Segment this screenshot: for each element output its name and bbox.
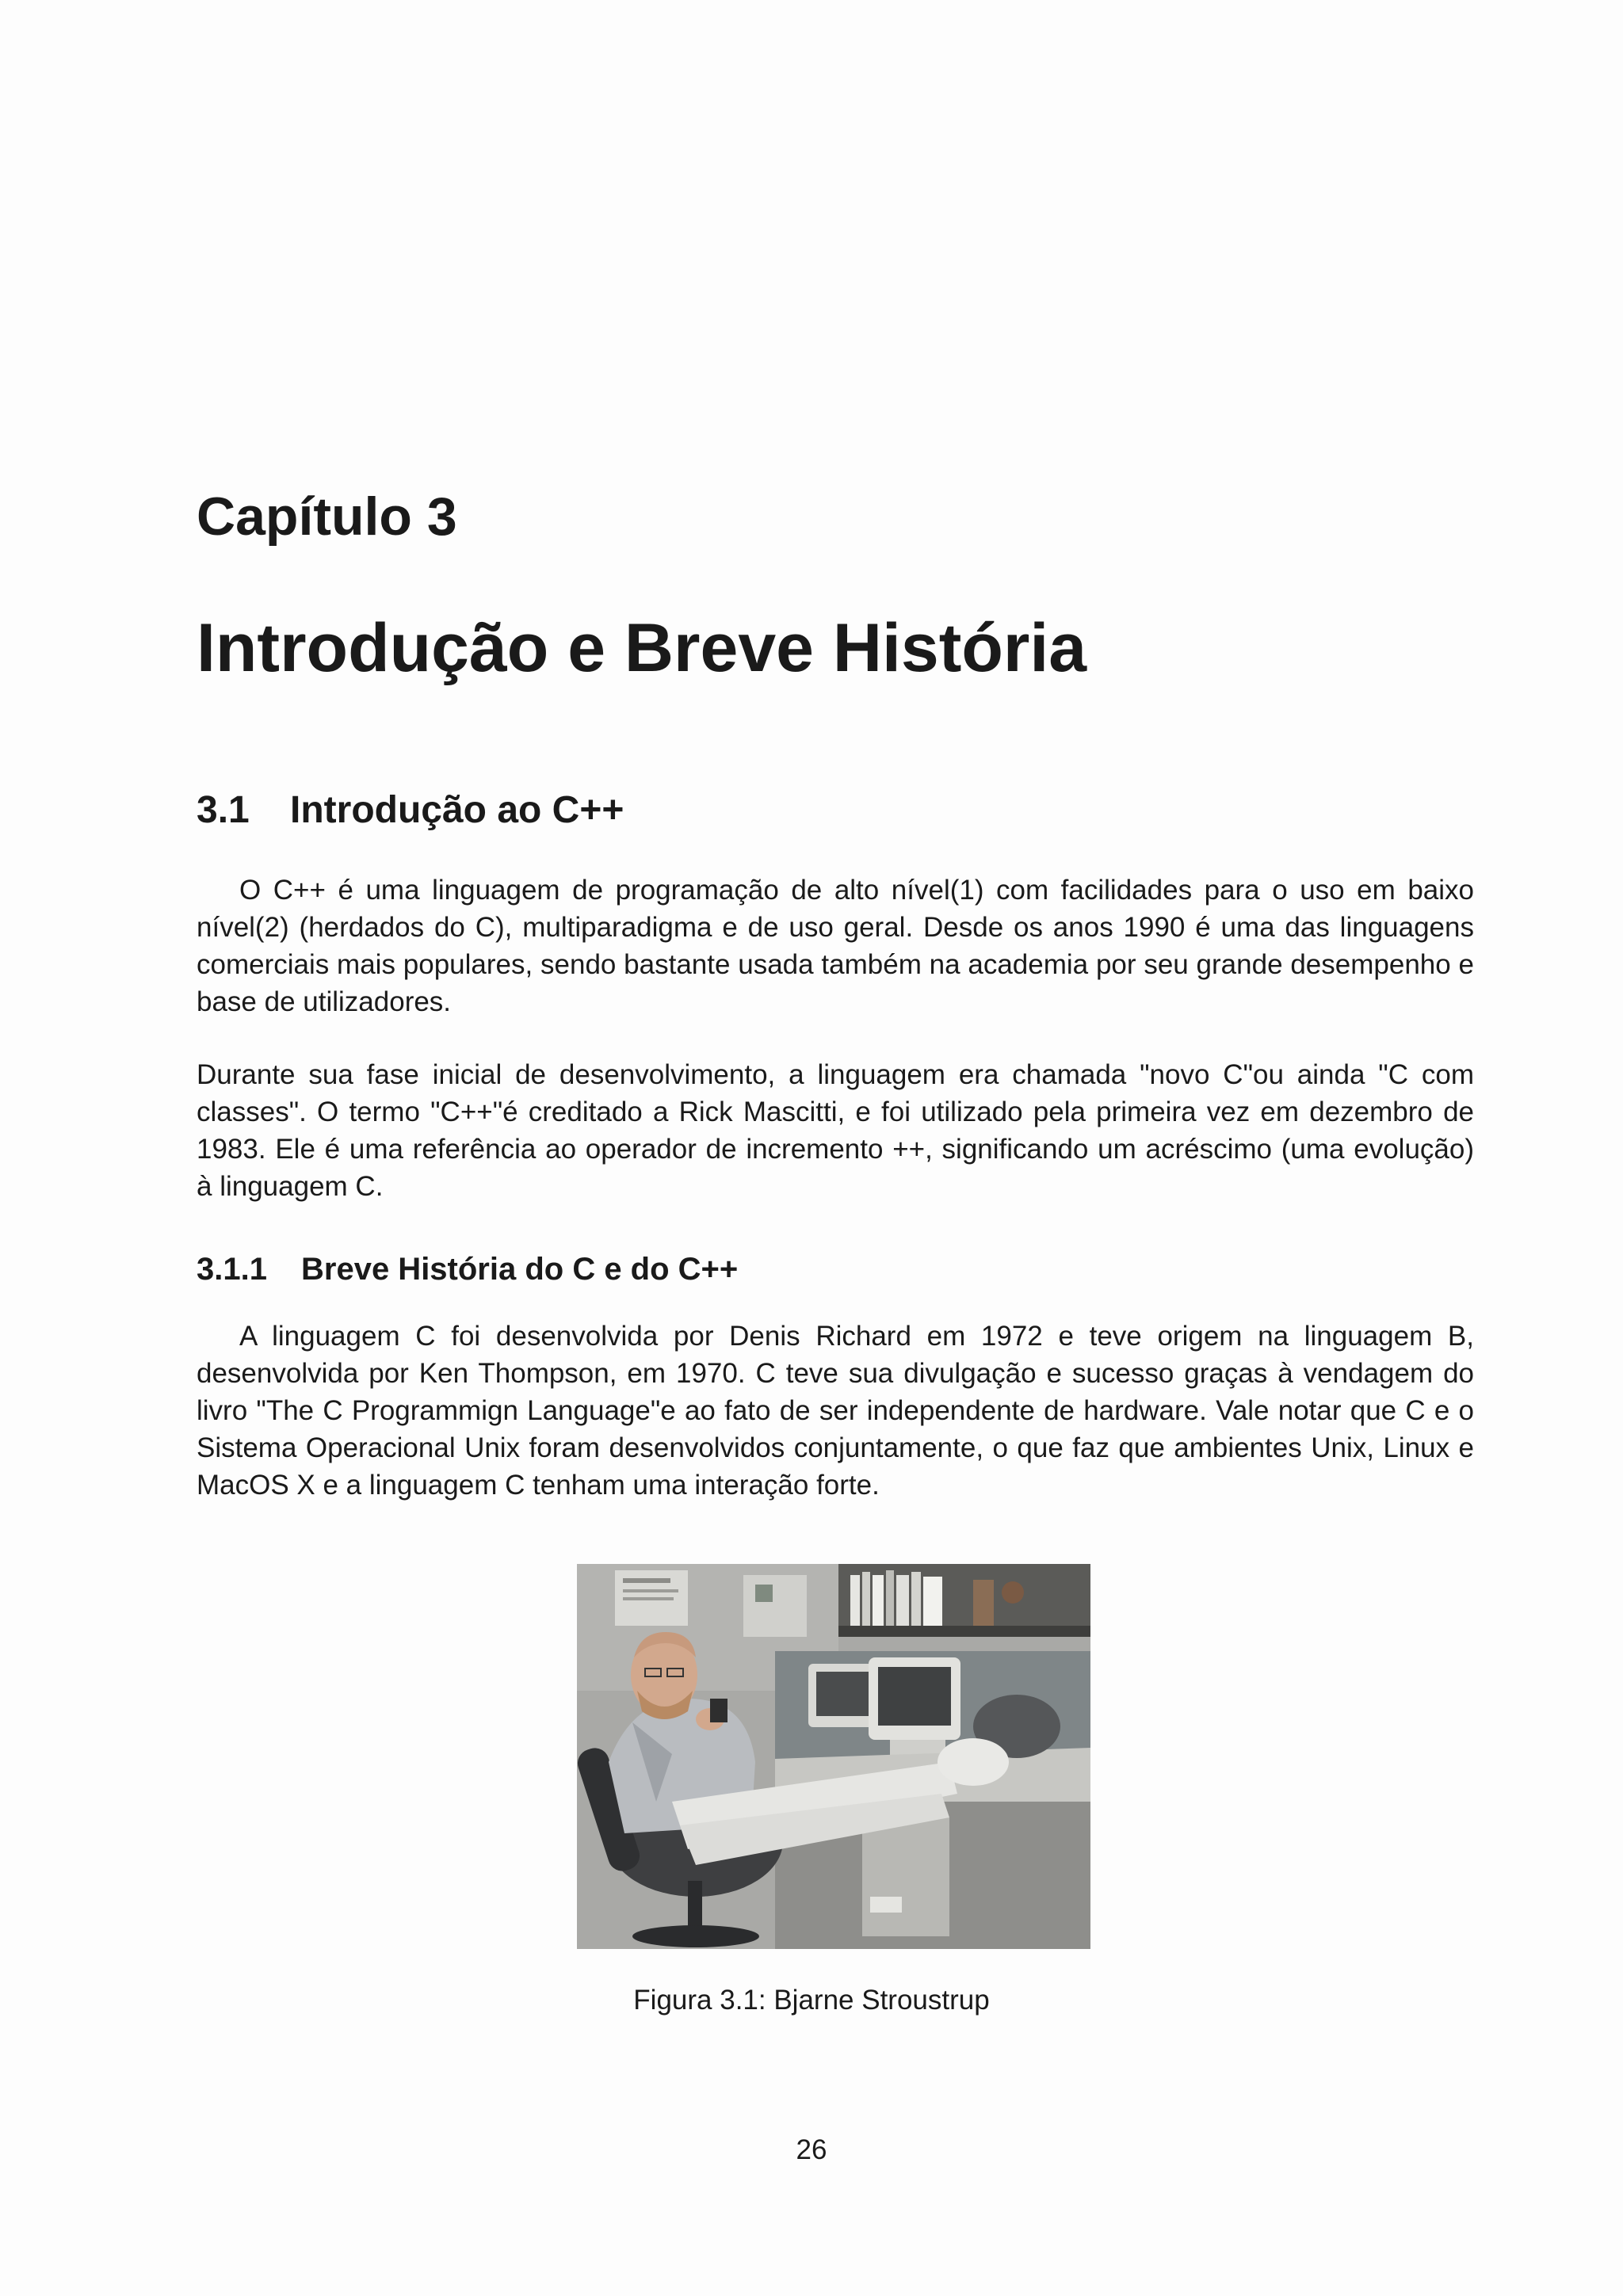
section-title: Introdução ao C++ <box>290 789 624 831</box>
figure-photo <box>577 1564 1090 1949</box>
chapter-label: Capítulo 3 <box>197 486 457 547</box>
paragraph-history-name: Durante sua fase inicial de desenvolvimento, a linguagem era chamada "novo C"ou ainda "C com classes". O termo "C++"é creditado a Rick Mascitti, e foi utilizado pela primeira vez em dezembro de 1983. Ele é uma referência ao operador de incremento ++, significando um acréscimo (uma evolução) à linguagem C. <box>197 1059 1474 1202</box>
subsection-number: 3.1.1 <box>197 1252 267 1287</box>
paragraph-c-history: A linguagem C foi desenvolvida por Denis Richard em 1972 e teve origem na linguagem B, desenvolvida por Ken Thompson, em 1970. C teve sua divulgação e sucesso graças à vendagem do livro "The C Programmign Language"e ao fato de ser independente de hardware. Vale notar que C e o Sistema Operacional Unix foram desenvolvidos conjuntamente, o que faz que ambientes Unix, Linux e MacOS X e a linguagem C tenham uma interação forte. <box>197 1321 1474 1501</box>
section-number: 3.1 <box>197 789 250 831</box>
paragraph-intro: O C++ é uma linguagem de programação de alto nível(1) com facilidades para o uso em baixo nível(2) (herdados do C), multiparadigma e de uso geral. Desde os anos 1990 é uma das linguagens comerciais mais populares, sendo bastante usada também na academia por seu grande desempenho e base de utilizadores. <box>197 875 1474 1017</box>
office-photo-image <box>577 1564 1090 1949</box>
figure-caption: Figura 3.1: Bjarne Stroustrup <box>633 1985 990 2016</box>
chapter-title: Introdução e Breve História <box>197 610 1087 686</box>
subsection-title: Breve História do C e do C++ <box>301 1252 739 1287</box>
page-number: 26 <box>796 2134 827 2165</box>
section-heading <box>197 787 624 834</box>
subsection-heading <box>197 1249 738 1289</box>
